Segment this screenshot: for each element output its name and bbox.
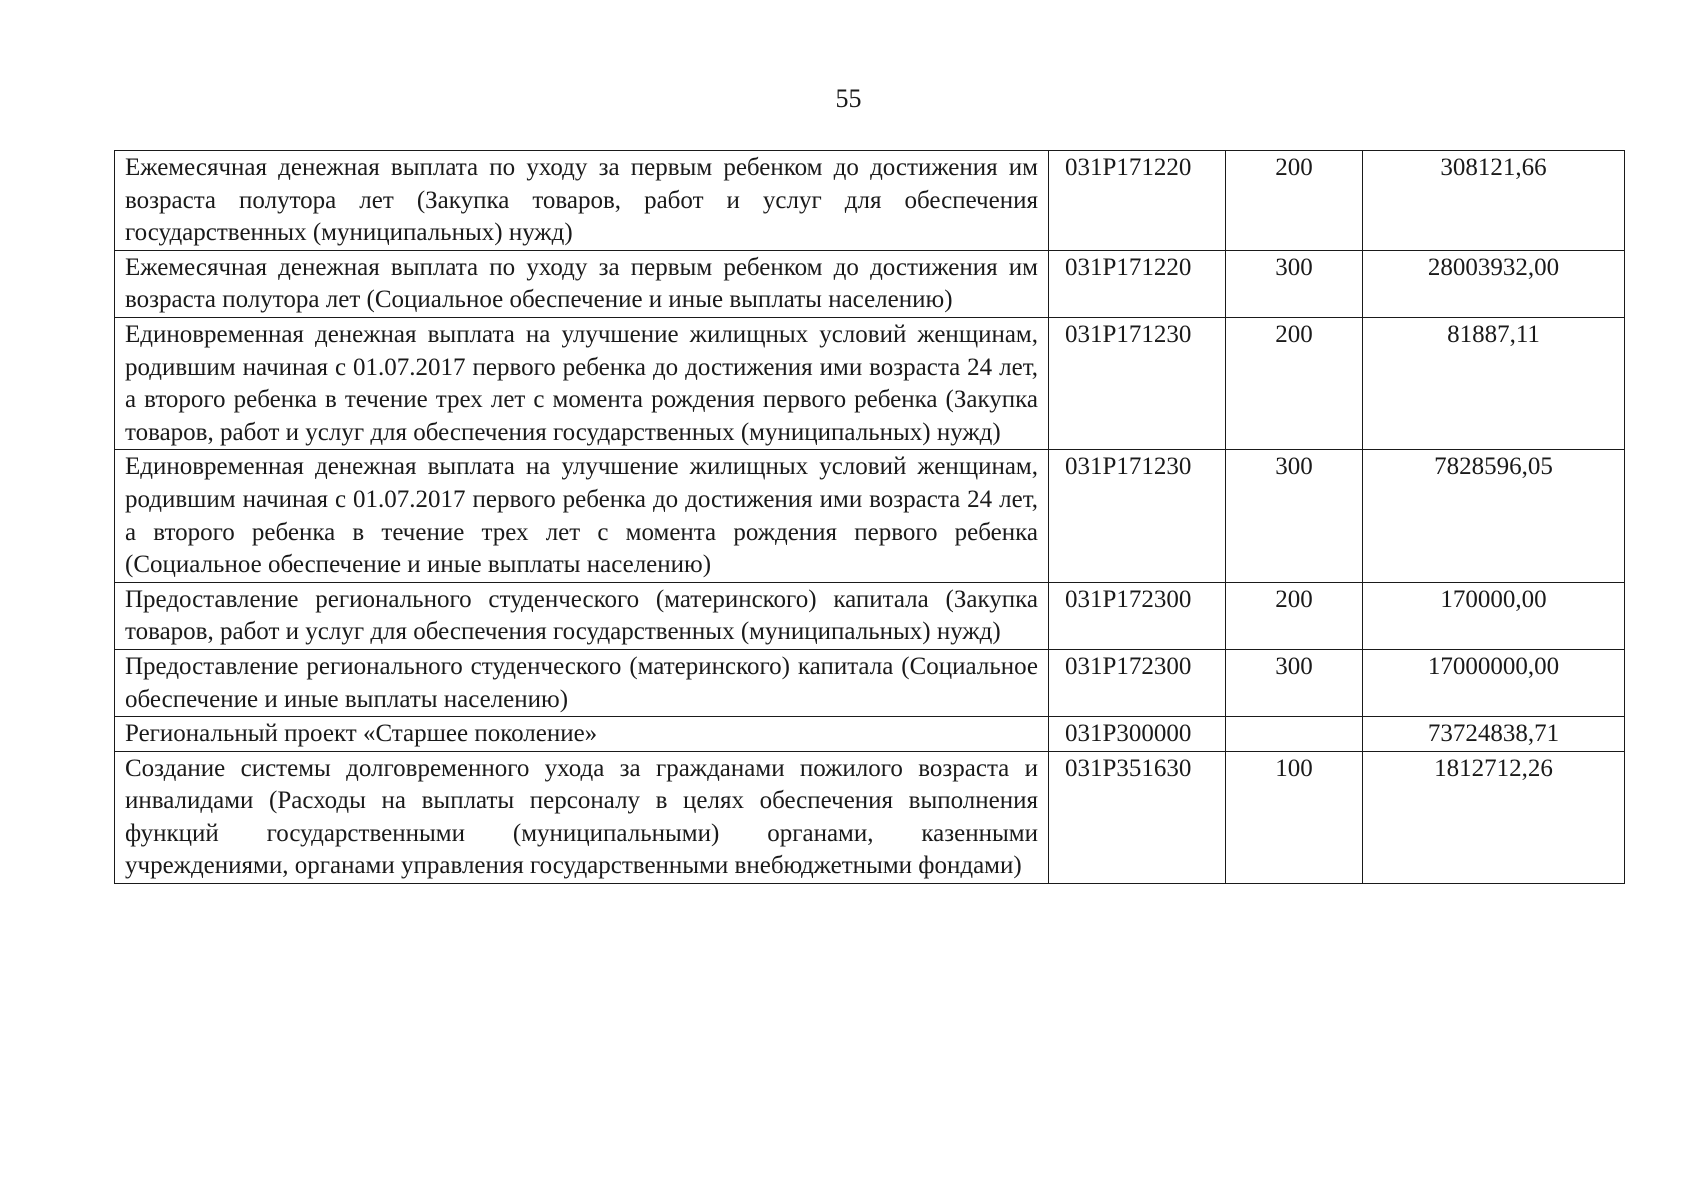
row-sum-cell: 170000,00 xyxy=(1363,582,1625,649)
row-name-cell: Ежемесячная денежная выплата по уходу за первым ребенком до достижения им возраста полутора лет (Социальное обеспечение и иные выплаты населению) xyxy=(115,250,1049,317)
row-type-cell: 300 xyxy=(1226,250,1363,317)
row-code-cell: 031P171220 xyxy=(1049,151,1226,251)
row-sum-cell: 1812712,26 xyxy=(1363,751,1625,883)
page-number: 55 xyxy=(835,84,862,113)
table-row xyxy=(115,751,1625,883)
row-name-cell: Единовременная денежная выплата на улучшение жилищных условий женщинам, родившим начиная с 01.07.2017 первого ребенка до достижения ими возраста 24 лет, а второго ребенка в течение трех лет с момента рождения первого ребенка (Социальное обеспечение и иные выплаты населению) xyxy=(115,450,1049,582)
table-row xyxy=(115,450,1625,582)
row-type-cell: 100 xyxy=(1226,751,1363,883)
row-sum-cell: 17000000,00 xyxy=(1363,649,1625,716)
row-code-cell: 031P351630 xyxy=(1049,751,1226,883)
row-code-cell: 031P300000 xyxy=(1049,717,1226,752)
table-row xyxy=(115,717,1625,752)
table-row xyxy=(115,317,1625,449)
row-code-cell: 031P171230 xyxy=(1049,317,1226,449)
row-type-cell: 300 xyxy=(1226,649,1363,716)
row-type-cell xyxy=(1226,717,1363,752)
row-type-cell: 200 xyxy=(1226,151,1363,251)
row-name-cell: Ежемесячная денежная выплата по уходу за первым ребенком до достижения им возраста полутора лет (Закупка товаров, работ и услуг для обеспечения государственных (муниципальных) нужд) xyxy=(115,151,1049,251)
row-type-cell: 200 xyxy=(1226,317,1363,449)
table-row xyxy=(115,250,1625,317)
row-type-cell: 300 xyxy=(1226,450,1363,582)
row-name-cell: Предоставление регионального студенческого (материнского) капитала (Социальное обеспечение и иные выплаты населению) xyxy=(115,649,1049,716)
budget-table xyxy=(114,150,1625,884)
table-row xyxy=(115,582,1625,649)
table-row xyxy=(115,151,1625,251)
row-sum-cell: 81887,11 xyxy=(1363,317,1625,449)
row-sum-cell: 7828596,05 xyxy=(1363,450,1625,582)
row-name-cell: Региональный проект «Старшее поколение» xyxy=(115,717,1049,752)
row-sum-cell: 28003932,00 xyxy=(1363,250,1625,317)
row-name-cell: Предоставление регионального студенческого (материнского) капитала (Закупка товаров, работ и услуг для обеспечения государственных (муниципальных) нужд) xyxy=(115,582,1049,649)
table-row xyxy=(115,649,1625,716)
row-code-cell: 031P172300 xyxy=(1049,582,1226,649)
row-name-cell: Единовременная денежная выплата на улучшение жилищных условий женщинам, родившим начиная с 01.07.2017 первого ребенка до достижения ими возраста 24 лет, а второго ребенка в течение трех лет с момента рождения первого ребенка (Закупка товаров, работ и услуг для обеспечения государственных (муниципальных) нужд) xyxy=(115,317,1049,449)
row-code-cell: 031P171230 xyxy=(1049,450,1226,582)
row-sum-cell: 73724838,71 xyxy=(1363,717,1625,752)
row-code-cell: 031P171220 xyxy=(1049,250,1226,317)
row-code-cell: 031P172300 xyxy=(1049,649,1226,716)
row-sum-cell: 308121,66 xyxy=(1363,151,1625,251)
row-name-cell: Создание системы долговременного ухода за гражданами пожилого возраста и инвалидами (Расходы на выплаты персоналу в целях обеспечения выполнения функций государственными (муниципальными) органами, казенными учреждениями, органами управления государственными внебюджетными фондами) xyxy=(115,751,1049,883)
row-type-cell: 200 xyxy=(1226,582,1363,649)
